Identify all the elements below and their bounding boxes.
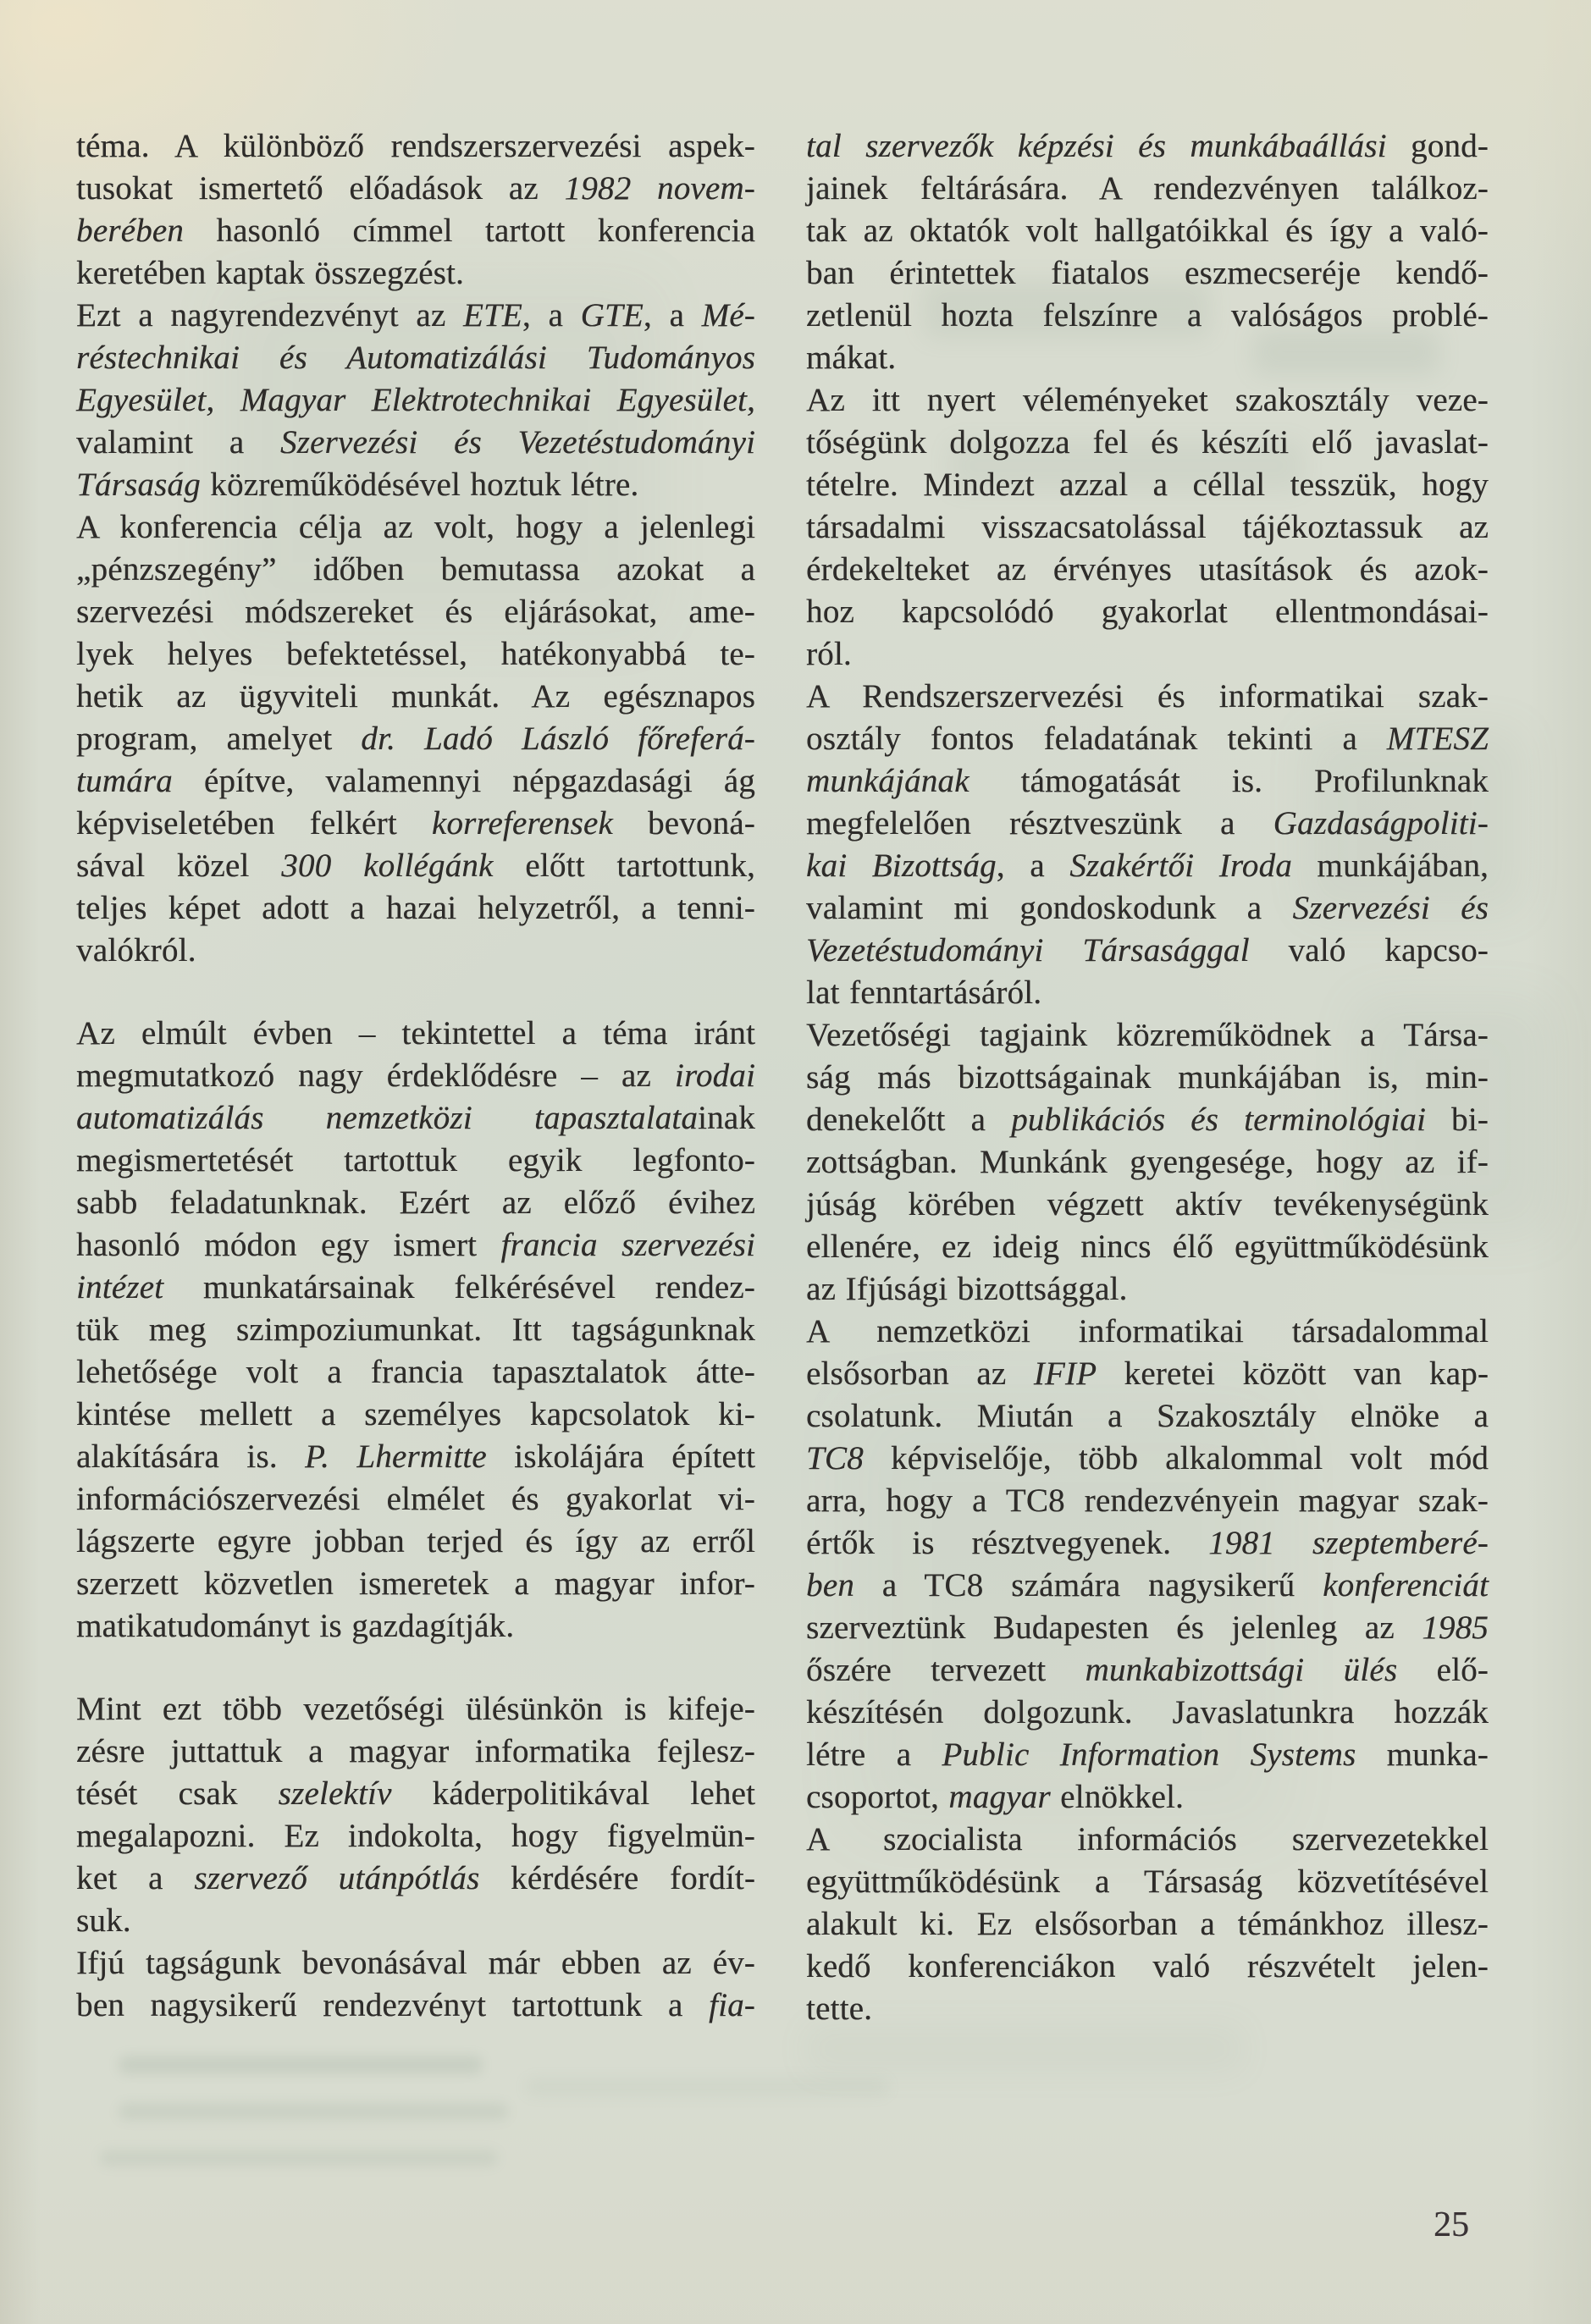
text-run: megalapozni. Ez indokolta, hogy figyelmün- bbox=[76, 1818, 755, 1854]
text-run: társadalmi visszacsatolással tájékoztassuk az bbox=[806, 509, 1489, 545]
text-run: alakult ki. Ez elsősorban a témánkhoz illesz- bbox=[806, 1906, 1489, 1942]
text-run: szerveztünk Budapesten és jelenleg az bbox=[806, 1609, 1423, 1646]
text-run: júság körében végzett aktív tevékenységünk bbox=[806, 1186, 1489, 1223]
text-run: , a bbox=[996, 847, 1070, 884]
italic-text-run: konferenciát bbox=[1323, 1567, 1489, 1604]
text-line bbox=[806, 1607, 1489, 1649]
text-run: matikatudományt is gazdagítják. bbox=[76, 1608, 515, 1644]
text-line bbox=[76, 549, 755, 591]
bleed-through-smudge bbox=[804, 2023, 1245, 2074]
left-text-column bbox=[76, 125, 755, 2027]
text-line bbox=[76, 464, 755, 506]
text-run: a TC8 számára nagysikerű bbox=[854, 1567, 1323, 1604]
text-run: elsősorban az bbox=[806, 1355, 1034, 1392]
text-run: mákat. bbox=[806, 339, 897, 376]
italic-text-run: automatizálás nemzetközi tapasztalata bbox=[76, 1100, 699, 1136]
text-run: hasonló címmel tartott konferencia bbox=[184, 213, 755, 249]
text-line bbox=[76, 337, 755, 379]
text-run: Az itt nyert véleményeket szakosztály veze- bbox=[806, 382, 1489, 418]
text-line bbox=[76, 506, 755, 549]
text-line bbox=[806, 1099, 1489, 1141]
text-line bbox=[806, 718, 1489, 760]
italic-text-run: ETE bbox=[462, 297, 522, 334]
text-run: sabb feladatunknak. Ezért az előző évihez bbox=[76, 1184, 755, 1221]
text-run: lat fenntartásáról. bbox=[806, 974, 1042, 1011]
text-run: arra, hogy a TC8 rendezvényein magyar szak- bbox=[806, 1482, 1489, 1519]
text-run: A konferencia célja az volt, hogy a jelenlegi bbox=[76, 509, 755, 545]
text-line bbox=[806, 337, 1489, 379]
text-run: készítésén dolgozunk. Javaslatunkra hozzák bbox=[806, 1694, 1489, 1731]
text-line bbox=[76, 803, 755, 845]
text-line bbox=[76, 887, 755, 930]
text-line bbox=[76, 210, 755, 252]
italic-text-run: 300 kollégánk bbox=[281, 847, 494, 884]
italic-text-run: korreferensek bbox=[431, 805, 613, 842]
text-line bbox=[806, 506, 1489, 549]
text-line bbox=[76, 1900, 755, 1942]
text-line bbox=[806, 295, 1489, 337]
text-line bbox=[76, 1815, 755, 1858]
text-line bbox=[76, 718, 755, 760]
text-run: szerzett közvetlen ismeretek a magyar infor- bbox=[76, 1565, 755, 1602]
text-run: sával közel bbox=[76, 847, 282, 884]
text-line bbox=[806, 1311, 1489, 1353]
text-run: tőségünk dolgozza fel és készíti elő javaslat- bbox=[806, 424, 1489, 461]
text-run: Vezetőségi tagjaink közreműködnek a Társa- bbox=[806, 1017, 1489, 1053]
text-line bbox=[76, 1563, 755, 1605]
text-run: kérdésére fordít- bbox=[479, 1860, 756, 1896]
text-line bbox=[76, 1224, 755, 1267]
text-line bbox=[806, 464, 1489, 506]
text-line bbox=[806, 1014, 1489, 1057]
text-line bbox=[806, 676, 1489, 718]
bleed-through-smudge bbox=[119, 2103, 508, 2120]
text-run: közreműködésével hoztuk létre. bbox=[200, 466, 639, 503]
text-run: őszére tervezett bbox=[806, 1652, 1086, 1688]
text-line bbox=[806, 1819, 1489, 1861]
text-run: „pénzszegény” időben bemutassa azokat a bbox=[76, 551, 755, 588]
text-run: keretében kaptak összegzést. bbox=[76, 255, 464, 291]
text-run: , a bbox=[643, 297, 702, 334]
text-run: kedő konferenciákon való részvételt jelen- bbox=[806, 1948, 1489, 1985]
text-line bbox=[76, 379, 755, 422]
text-line bbox=[76, 168, 755, 210]
text-run: gond- bbox=[1386, 128, 1489, 164]
text-line bbox=[76, 633, 755, 676]
text-line bbox=[76, 676, 755, 718]
text-line bbox=[76, 1942, 755, 1985]
text-run: program, amelyet bbox=[76, 720, 362, 757]
text-run: munkatársainak felkérésével rendez- bbox=[163, 1269, 755, 1306]
text-line bbox=[76, 1267, 755, 1309]
italic-text-run: Gazdaságpoliti- bbox=[1273, 805, 1489, 842]
text-line bbox=[76, 1605, 755, 1648]
text-line bbox=[806, 1988, 1489, 2030]
bleed-through-smudge bbox=[119, 2056, 483, 2074]
italic-text-run: munkájának bbox=[806, 763, 970, 799]
bleed-through-smudge bbox=[525, 2078, 889, 2095]
page-number: 25 bbox=[1434, 2205, 1469, 2244]
text-run: létre a bbox=[806, 1736, 942, 1773]
text-run: , a bbox=[522, 297, 581, 334]
text-line bbox=[76, 295, 755, 337]
text-line bbox=[76, 1140, 755, 1182]
text-line bbox=[806, 1480, 1489, 1522]
text-run: információszervezési elmélet és gyakorlat vi- bbox=[76, 1481, 755, 1517]
text-run: tak az oktatók volt hallgatóikkal és így a való- bbox=[806, 213, 1489, 249]
italic-text-run: 1985 bbox=[1422, 1609, 1489, 1646]
text-line bbox=[76, 1013, 755, 1055]
text-line bbox=[806, 1734, 1489, 1776]
text-run: támogatását is. Profilunknak bbox=[969, 763, 1489, 799]
text-run: iskolájára épített bbox=[486, 1438, 755, 1475]
text-run: Ifjú tagságunk bevonásával már ebben az év- bbox=[76, 1945, 755, 1981]
text-line bbox=[76, 1985, 755, 2027]
text-line bbox=[806, 1565, 1489, 1607]
text-run: ban érintettek fiatalos eszmecseréje kendő- bbox=[806, 255, 1489, 291]
text-line bbox=[76, 1478, 755, 1521]
text-line bbox=[806, 887, 1489, 930]
text-run: értők is résztvegyenek. bbox=[806, 1525, 1209, 1561]
text-line bbox=[806, 633, 1489, 676]
italic-text-run: 1981 szeptemberé- bbox=[1208, 1525, 1489, 1561]
text-run: valamint a bbox=[76, 424, 280, 461]
text-run: tette. bbox=[806, 1990, 873, 2027]
text-run: ság más bizottságainak munkájában is, min- bbox=[806, 1059, 1489, 1096]
text-run: előtt tartottunk, bbox=[493, 847, 755, 884]
italic-text-run: fia- bbox=[709, 1987, 755, 2023]
text-run: lyek helyes befektetéssel, hatékonyabbá te- bbox=[76, 636, 755, 672]
italic-text-run: Public Information Systems bbox=[942, 1736, 1356, 1773]
text-line bbox=[806, 1226, 1489, 1268]
text-line bbox=[76, 760, 755, 803]
text-run: együttműködésünk a Társaság közvetítésével bbox=[806, 1863, 1489, 1900]
italic-text-run: P. Lhermitte bbox=[305, 1438, 487, 1475]
text-run: megmutatkozó nagy érdeklődésre – az bbox=[76, 1057, 675, 1094]
italic-text-run: irodai bbox=[674, 1057, 755, 1094]
text-line bbox=[806, 591, 1489, 633]
text-line bbox=[806, 549, 1489, 591]
text-line bbox=[76, 1521, 755, 1563]
bleed-through-smudge bbox=[100, 2150, 498, 2166]
text-run: zottságban. Munkánk gyengesége, hogy az if- bbox=[806, 1144, 1489, 1180]
text-line bbox=[76, 125, 755, 168]
text-line bbox=[806, 210, 1489, 252]
text-run: ellenére, ez ideig nincs élő együttműködésünk bbox=[806, 1228, 1489, 1265]
italic-text-run: munkabizottsági ülés bbox=[1085, 1652, 1398, 1688]
text-run: tük meg szimpoziumunkat. Itt tagságunknak bbox=[76, 1311, 755, 1348]
text-line bbox=[806, 252, 1489, 295]
text-run: megismertetését tartottuk egyik legfonto- bbox=[76, 1142, 755, 1179]
italic-text-run: intézet bbox=[76, 1269, 164, 1306]
text-line bbox=[806, 1268, 1489, 1311]
text-line bbox=[76, 1858, 755, 1900]
text-line bbox=[76, 1773, 755, 1815]
text-line bbox=[806, 1903, 1489, 1946]
italic-text-run: tumára bbox=[76, 763, 173, 799]
text-run: ben nagysikerű rendezvényt tartottunk a bbox=[76, 1987, 710, 2023]
italic-text-run: berében bbox=[76, 213, 185, 249]
text-line bbox=[806, 1649, 1489, 1692]
text-line bbox=[806, 1522, 1489, 1565]
text-line bbox=[76, 252, 755, 295]
text-line bbox=[76, 930, 755, 972]
text-line bbox=[76, 422, 755, 464]
italic-text-run: Társaság bbox=[76, 466, 201, 503]
italic-text-run: ben bbox=[806, 1567, 854, 1604]
text-run: építve, valamennyi népgazdasági ág bbox=[172, 763, 755, 799]
text-run: szervezési módszereket és eljárásokat, ame- bbox=[76, 593, 755, 630]
text-line bbox=[76, 1351, 755, 1394]
italic-text-run: 1982 novem- bbox=[564, 170, 755, 207]
text-run: kintése mellett a személyes kapcsolatok ki- bbox=[76, 1396, 755, 1432]
text-line bbox=[806, 1057, 1489, 1099]
text-line bbox=[806, 125, 1489, 168]
text-run: az Ifjúsági bizottsággal. bbox=[806, 1271, 1128, 1307]
text-run: A nemzetközi informatikai társadalommal bbox=[806, 1313, 1489, 1350]
italic-text-run: tal szervezők képzési és munkábaállási bbox=[806, 128, 1387, 164]
text-run: téma. A különböző rendszerszervezési aspek- bbox=[76, 128, 755, 164]
text-run: lágszerte egyre jobban terjed és így az erről bbox=[76, 1523, 755, 1559]
text-run: keretei között van kap- bbox=[1097, 1355, 1489, 1392]
text-line bbox=[806, 1946, 1489, 1988]
text-run: munka- bbox=[1356, 1736, 1489, 1773]
text-run: osztály fontos feladatának tekinti a bbox=[806, 720, 1387, 757]
text-run: bevoná- bbox=[612, 805, 755, 842]
text-line bbox=[76, 1097, 755, 1140]
text-run: Az elmúlt évben – tekintettel a téma iránt bbox=[76, 1015, 755, 1052]
italic-text-run: GTE bbox=[580, 297, 644, 334]
italic-text-run: kai Bizottság bbox=[806, 847, 997, 884]
text-line bbox=[806, 845, 1489, 887]
italic-text-run: IFIP bbox=[1033, 1355, 1097, 1392]
text-run: zésre juttattuk a magyar informatika fejlesz- bbox=[76, 1733, 755, 1769]
text-line bbox=[76, 1394, 755, 1436]
text-run: hetik az ügyviteli munkát. Az egésznapos bbox=[76, 678, 755, 715]
text-run: bi- bbox=[1426, 1101, 1489, 1138]
text-run: ket a bbox=[76, 1860, 195, 1896]
text-line bbox=[806, 1353, 1489, 1395]
text-run: képviselője, több alkalommal volt mód bbox=[863, 1440, 1489, 1477]
italic-text-run: réstechnikai és Automatizálási Tudományos bbox=[76, 339, 755, 376]
text-run: lehetősége volt a francia tapasztalatok átte- bbox=[76, 1354, 755, 1390]
text-run: ról. bbox=[806, 636, 852, 672]
text-run: jainek feltárására. A rendezvényen találkoz- bbox=[806, 170, 1489, 207]
text-run: tusokat ismertető előadások az bbox=[76, 170, 565, 207]
text-run: érdekelteket az érvényes utasítások és azok- bbox=[806, 551, 1489, 588]
text-line bbox=[806, 930, 1489, 972]
italic-text-run: magyar bbox=[948, 1779, 1051, 1815]
text-run: tételre. Mindezt azzal a céllal tesszük, hogy bbox=[806, 466, 1489, 503]
text-line bbox=[806, 972, 1489, 1014]
text-line bbox=[806, 1438, 1489, 1480]
text-run: csolatunk. Miután a Szakosztály elnöke a bbox=[806, 1398, 1489, 1434]
text-run: hoz kapcsolódó gyakorlat ellentmondásai- bbox=[806, 593, 1489, 630]
italic-text-run: Mé- bbox=[701, 297, 755, 334]
italic-text-run: publikációs és terminológiai bbox=[1011, 1101, 1426, 1138]
text-line bbox=[806, 1141, 1489, 1184]
text-run: zetlenül hozta felszínre a valóságos problé- bbox=[806, 297, 1489, 334]
text-run: valamint mi gondoskodunk a bbox=[806, 890, 1293, 926]
text-line bbox=[806, 1395, 1489, 1438]
right-text-column bbox=[806, 125, 1489, 2030]
text-run: képviseletében felkért bbox=[76, 805, 432, 842]
text-line bbox=[806, 379, 1489, 422]
text-run: teljes képet adott a hazai helyzetről, a tenni- bbox=[76, 890, 755, 926]
text-run: A szocialista információs szervezetekkel bbox=[806, 1821, 1489, 1858]
italic-text-run: MTESZ bbox=[1386, 720, 1489, 757]
italic-text-run: francia szervezési bbox=[500, 1227, 755, 1263]
italic-text-run: szelektív bbox=[278, 1775, 392, 1812]
text-line bbox=[76, 591, 755, 633]
italic-text-run: Egyesület, Magyar Elektrotechnikai Egyesület, bbox=[76, 382, 755, 418]
text-line bbox=[806, 760, 1489, 803]
italic-text-run: Vezetéstudományi Társasággal bbox=[806, 932, 1250, 969]
text-line bbox=[76, 1309, 755, 1351]
text-run: hasonló módon egy ismert bbox=[76, 1227, 501, 1263]
text-line bbox=[806, 1861, 1489, 1903]
italic-text-run: dr. Ladó László főreferá- bbox=[361, 720, 755, 757]
text-run: A Rendszerszervezési és informatikai szak- bbox=[806, 678, 1489, 715]
text-line bbox=[76, 1688, 755, 1731]
text-run: inak bbox=[698, 1100, 755, 1136]
text-run: alakítására is. bbox=[76, 1438, 306, 1475]
text-line bbox=[76, 1436, 755, 1478]
text-run: denekelőtt a bbox=[806, 1101, 1012, 1138]
text-line bbox=[806, 422, 1489, 464]
text-line bbox=[806, 1692, 1489, 1734]
italic-text-run: szervező utánpótlás bbox=[194, 1860, 480, 1896]
text-run: csoportot, bbox=[806, 1779, 949, 1815]
text-run: megfelelően résztveszünk a bbox=[806, 805, 1273, 842]
italic-text-run: Szervezési és Vezetéstudományi bbox=[279, 424, 755, 461]
text-run: munkájában, bbox=[1291, 847, 1489, 884]
text-run: valókról. bbox=[76, 932, 196, 969]
text-run: Mint ezt több vezetőségi ülésünkön is kifeje- bbox=[76, 1691, 755, 1727]
text-run: suk. bbox=[76, 1902, 131, 1939]
italic-text-run: Szakértői Iroda bbox=[1069, 847, 1292, 884]
text-run: káderpolitikával lehet bbox=[391, 1775, 756, 1812]
text-line bbox=[76, 845, 755, 887]
text-run: elnökkel. bbox=[1050, 1779, 1185, 1815]
text-line bbox=[76, 1182, 755, 1224]
text-line bbox=[806, 1776, 1489, 1819]
text-run: való kapcso- bbox=[1249, 932, 1489, 969]
italic-text-run: Szervezési és bbox=[1292, 890, 1489, 926]
text-line bbox=[76, 1055, 755, 1097]
text-run: Ezt a nagyrendezvényt az bbox=[76, 297, 463, 334]
italic-text-run: TC8 bbox=[806, 1440, 864, 1477]
text-line bbox=[806, 168, 1489, 210]
text-line bbox=[806, 803, 1489, 845]
text-run: tését csak bbox=[76, 1775, 279, 1812]
text-line bbox=[806, 1184, 1489, 1226]
text-line bbox=[76, 1731, 755, 1773]
text-run: elő- bbox=[1397, 1652, 1489, 1688]
